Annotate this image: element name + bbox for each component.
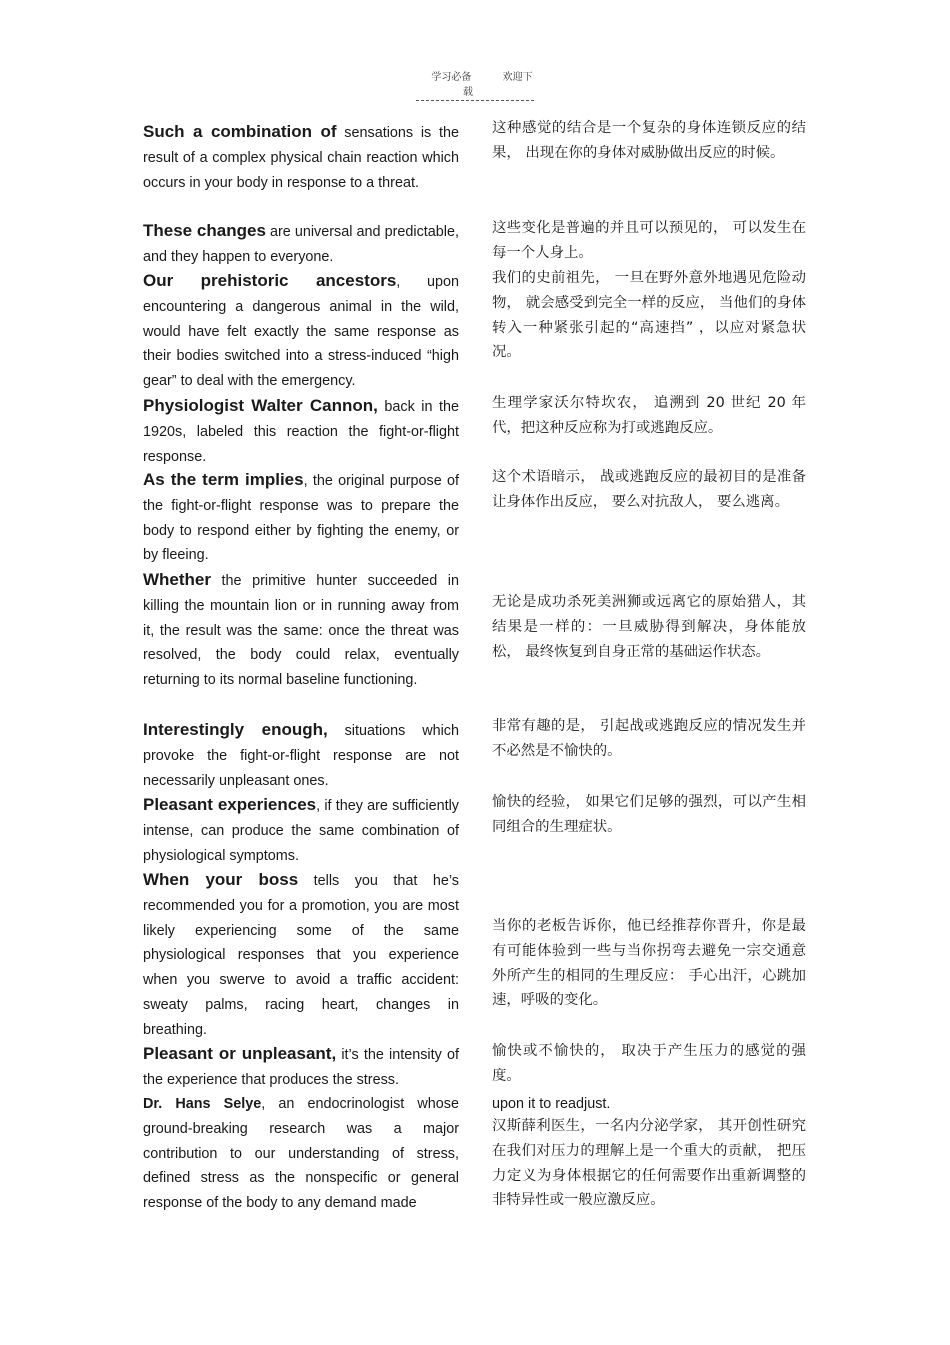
chinese-paragraph: 无论是成功杀死美洲狮或远离它的原始猎人，其结果是一样的：一旦威胁得到解决，身体能放松， 最终恢复到自身正常的基础运作状态。: [492, 594, 806, 660]
english-text: the primitive hunter succeeded in killing the mountain lion or in running away from it, the result was the same: once the threat was resolved, the body could relax, eventually returning to its normal baseline functioning.: [143, 573, 459, 689]
chinese-paragraph: 汉斯薛利医生，一名内分泌学家， 其开创性研究在我们对压力的理解上是一个重大的贡献， 把压力定义为身体根据它的任何需要作出重新调整的非特异性或一般应激反应。: [492, 1118, 806, 1209]
chinese-paragraph: 愉快或不愉快的， 取决于产生压力的感觉的强度。: [492, 1043, 806, 1084]
english-text: it’s the intensity of the experience that produces the stress.: [143, 1047, 459, 1088]
chinese-paragraph: 非常有趣的是， 引起战或逃跑反应的情况发生并不必然是不愉快的。: [492, 718, 806, 759]
english-paragraph: [143, 718, 459, 793]
english-lead: Such a combination of: [143, 122, 337, 141]
english-lead: Pleasant experiences: [143, 795, 317, 814]
english-lead: Pleasant or unpleasant,: [143, 1044, 337, 1063]
chinese-paragraph: 这个术语暗示， 战或逃跑反应的最初目的是准备让身体作出反应， 要么对抗敌人， 要么逃离。: [492, 469, 806, 510]
english-lead: When your boss: [143, 870, 299, 889]
chinese-paragraph: 当你的老板告诉你，他已经推荐你晋升，你是最有可能体验到一些与当你拐弯去避免一宗交通意外所产生的相同的生理反应： 手心出汗，心跳加速，呼吸的变化。: [492, 918, 806, 1009]
english-text: , upon encountering a dangerous animal in the wild, would have felt exactly the same response as their bodies switched into a stress-induced “high gear” to deal with the emergency.: [143, 274, 460, 390]
chinese-paragraph: 生理学家沃尔特坎农， 追溯到 20 世纪 20 年代，把这种反应称为打或逃跑反应。: [492, 395, 806, 436]
english-text: back in the 1920s, labeled this reaction the fight-or-flight response.: [143, 399, 459, 465]
english-lead: These changes: [143, 221, 266, 240]
english-paragraph: [143, 394, 459, 469]
english-lead: Physiologist Walter Cannon,: [143, 396, 378, 415]
header-left-text: 学习必备: [431, 72, 472, 83]
chinese-paragraph: 这些变化是普遍的并且可以预见的， 可以发生在每一个人身上。: [492, 220, 806, 261]
header-right-text: 欢迎下载: [463, 72, 533, 98]
english-text: , an endocrinologist whose ground-breaking research was a major contribution to our understanding of stress, defined stress as the nonspecific or general response of the body to any demand made: [143, 1096, 459, 1212]
english-text: are universal and predictable, and they happen to everyone.: [143, 224, 459, 265]
english-paragraph: [143, 1092, 459, 1216]
english-paragraph: [143, 219, 459, 270]
english-lead: Whether: [143, 570, 211, 589]
english-lead: Interestingly enough,: [143, 720, 328, 739]
english-lead: Our prehistoric ancestors: [143, 271, 397, 290]
chinese-paragraph: 愉快的经验， 如果它们足够的强烈，可以产生相同组合的生理症状。: [492, 794, 806, 835]
english-paragraph: [143, 868, 459, 1043]
page-header: [0, 68, 950, 101]
english-paragraph: [143, 468, 459, 568]
english-paragraph: [143, 1042, 459, 1093]
english-text: , the original purpose of the fight-or-flight response was to prepare the body to respond either by fighting the enemy, or by fleeing.: [143, 473, 460, 564]
header-line: [416, 68, 534, 101]
english-text: situations which provoke the fight-or-flight response are not necessarily unpleasant ones.: [143, 723, 459, 789]
english-lead: As the term implies: [143, 470, 304, 489]
english-lead: Dr. Hans Selye: [143, 1096, 262, 1112]
english-paragraph: [143, 269, 459, 394]
chinese-paragraph: 这种感觉的结合是一个复杂的身体连锁反应的结果， 出现在你的身体对威胁做出反应的时候。: [492, 120, 806, 161]
english-paragraph: [143, 120, 459, 195]
english-text: sensations is the result of a complex physical chain reaction which occurs in your body in response to a threat.: [143, 125, 459, 191]
chinese-paragraph: 我们的史前祖先， 一旦在野外意外地遇见危险动物， 就会感受到完全一样的反应， 当他们的身体转入一种紧张引起的“高速挡” ，以应对紧急状况。: [492, 270, 806, 361]
english-text: tells you that he’s recommended you for a promotion, you are most likely experiencing some of the same physiological responses that you experience when you swerve to avoid a traffic accident: sweaty palms, racing heart, changes in breathing.: [143, 873, 460, 1038]
english-text: , if they are sufficiently intense, can produce the same combination of physiological symptoms.: [143, 798, 459, 864]
english-paragraph: [143, 568, 459, 693]
chinese-paragraph: upon it to readjust.: [492, 1096, 611, 1112]
english-paragraph: [143, 793, 459, 868]
